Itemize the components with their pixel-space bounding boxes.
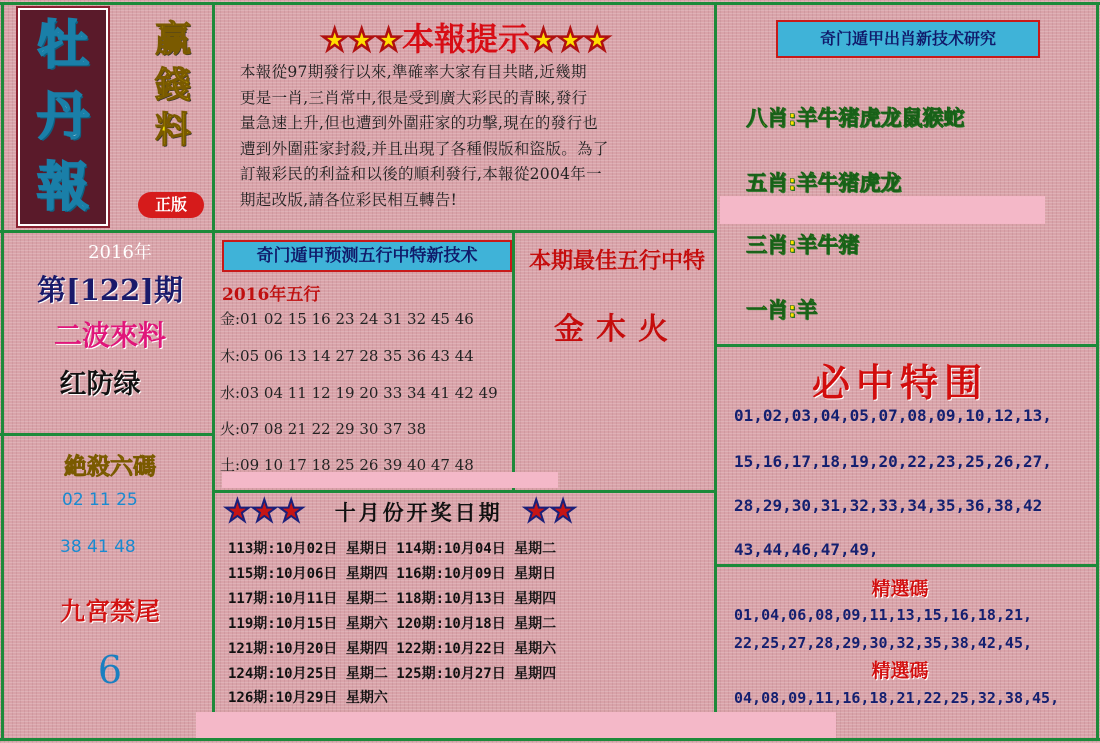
slogan-char: 赢 [154,18,191,60]
ninepal-title: 九宮禁尾 [59,597,160,626]
select-row: 04,08,09,11,16,18,21,22,25,32,38,45, [734,689,1060,707]
eight-zodiac: 八肖:羊牛猪虎龙鼠猴蛇 [746,106,965,130]
draw-row: 124期:10月25日 星期二 125期:10月27日 星期四 [228,666,557,682]
wuxing-year: 2016年五行 [222,285,321,305]
star-icon: ★★★ [321,23,402,58]
best-title: 本期最佳五行中特 [528,248,705,274]
notice-heading: 本報提示 [401,20,530,58]
pink-bar [720,196,1045,224]
divider [716,564,1098,567]
star-icon: ★★★ [530,23,611,58]
kill-numbers: 38 41 48 [60,537,136,557]
slogan-char: 料 [154,109,191,152]
star-icon: ★★★ [224,494,305,529]
logo [18,8,108,226]
kill-numbers: 02 11 25 [62,490,138,510]
divider [212,2,215,741]
must-hit-title: 必中特围 [811,360,988,405]
notice-line: 更是一肖,三肖常中,很是受到廣大彩民的青睞,發行 [240,88,588,107]
divider [0,433,214,436]
year: 2016年 [88,242,152,263]
notice-line: 遭到外圍莊家封殺,并且出現了各種假版和盜版。為了 [240,139,609,158]
divider [0,738,1100,741]
three-zodiac: 三肖:羊牛猪 [746,233,860,257]
divider [214,490,716,493]
red-green-tip: 红防绿 [59,369,141,400]
notice-line: 期起改版,請各位彩民相互轉告! [240,190,458,209]
notice-line: 訂報彩民的利益和以後的順利發行,本報從2004年一 [240,165,602,183]
wuxing-row: 水:03 04 11 12 19 20 33 34 41 42 49 [220,384,498,402]
draw-row: 113期:10月02日 星期日 114期:10月04日 星期二 [228,541,557,557]
pink-bar [196,712,836,738]
wuxing-row: 土:09 10 17 18 25 26 39 40 47 48 [220,456,474,474]
must-hit-row: 43,44,46,47,49, [734,540,879,559]
notice-body [240,60,710,213]
divider [0,230,716,233]
draw-row: 115期:10月06日 星期四 116期:10月09日 星期日 [228,566,557,582]
notice-line: 本報從97期發行以來,準確率大家有目共睹,近幾期 [240,63,587,81]
one-zodiac: 一肖:羊 [746,298,818,322]
must-hit-row: 01,02,03,04,05,07,08,09,10,12,13, [734,406,1052,425]
wuxing-row: 火:07 08 21 22 29 30 37 38 [220,420,427,438]
star-icon: ★★ [522,494,577,529]
logo-char: 報 [36,157,89,219]
select-title: 精選碼 [871,660,929,682]
draw-row: 121期:10月20日 星期四 122期:10月22日 星期六 [228,641,557,657]
divider [716,344,1098,347]
select-title: 精選碼 [871,578,929,600]
wave-tip: 二波來料 [53,319,166,352]
divider [1,2,4,741]
must-hit-row: 28,29,30,31,32,33,34,35,36,38,42 [734,496,1043,515]
ninepal-value: 6 [97,648,123,692]
issue-number: 第[122]期 [37,273,183,307]
wuxing-row: 木:05 06 13 14 27 28 35 36 43 44 [220,347,474,365]
divider [0,2,1100,5]
draw-row: 119期:10月15日 星期六 120期:10月18日 星期二 [228,616,557,632]
select-row: 01,04,06,08,09,11,13,15,16,18,21, [734,606,1033,624]
five-zodiac: 五肖:羊牛猪虎龙 [746,171,902,195]
kill-six-title: 絶殺六碼 [64,454,156,480]
divider [1096,2,1099,741]
genuine-badge: 正版 [138,192,204,218]
draw-row: 126期:10月29日 星期六 [228,690,388,706]
divider [512,232,515,492]
notice-title [305,14,627,60]
wuxing-row: 金:01 02 15 16 23 24 31 32 45 46 [220,310,474,328]
qimen-title: 奇门遁甲出肖新技术研究 [776,20,1040,58]
logo-char: 丹 [36,85,89,147]
notice-line: 量急速上升,但也遭到外圍莊家的功擊,現在的發行也 [240,114,599,132]
divider [714,2,717,741]
select-row: 22,25,27,28,29,30,32,35,38,42,45, [734,634,1033,652]
draw-row: 117期:10月11日 星期二 118期:10月13日 星期四 [228,591,557,607]
draw-heading: 十月份开奖日期 [334,500,503,525]
draw-dates-title [224,494,684,529]
best-value: 金木火 [554,312,680,347]
slogan [146,20,200,151]
wuxing-title: 奇门遁甲预测五行中特新技术 [222,240,512,272]
slogan-char: 錢 [154,63,191,106]
logo-char: 牡 [36,14,89,76]
must-hit-row: 15,16,17,18,19,20,22,23,25,26,27, [734,452,1052,471]
